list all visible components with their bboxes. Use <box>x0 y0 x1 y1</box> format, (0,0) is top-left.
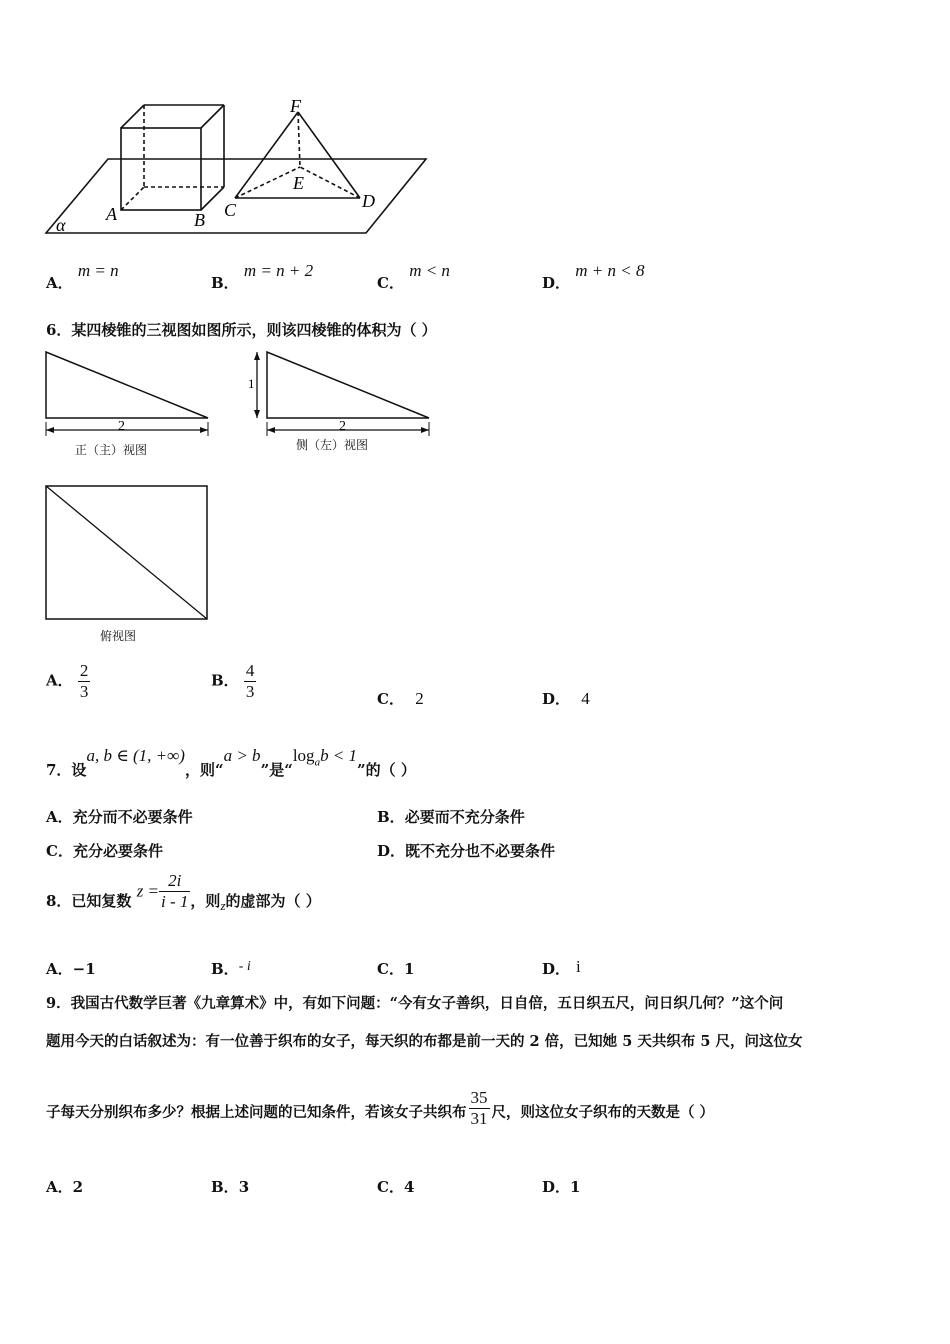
side-view-caption: 侧（左）视图 <box>296 438 369 452</box>
option-expr: m + n < 8 <box>575 261 645 280</box>
option-expr: m < n <box>409 261 450 280</box>
q7-option-d[interactable]: D．既不充分也不必要条件 <box>377 842 556 860</box>
option-letter: B． <box>211 671 239 690</box>
dim-side-height: 1 <box>248 376 255 391</box>
q9-line3: 子每天分别织布多少？根据上述问题的已知条件，若该女子共织布 $\frac{35}{31}$ 尺，则这位女子织布的天数是（ ） <box>46 1088 715 1128</box>
q7-option-c[interactable]: C．充分必要条件 <box>46 842 163 860</box>
q9-line2: 题用今天的白话叙述为：有一位善于织布的女子，每天织的布都是前一天的 2 倍，已知她 5 天共织布 5 尺，问这位女 <box>46 1033 803 1050</box>
option-letter: A． <box>46 671 73 690</box>
fraction-two-thirds: $\frac{2}{3}$ <box>79 661 89 701</box>
q5-option-d[interactable] <box>542 261 645 293</box>
dim-front-width: 2 <box>118 419 125 434</box>
q7-p: a > b <box>223 746 261 765</box>
option-letter: D． <box>542 274 571 292</box>
q8-z: z = <box>136 881 160 901</box>
q6-option-b[interactable] <box>211 661 256 702</box>
q5-option-a[interactable] <box>46 261 119 293</box>
option-letter: C． <box>377 690 404 708</box>
q6-option-d[interactable] <box>542 688 590 709</box>
q5-option-b[interactable] <box>211 261 314 293</box>
q6-option-c[interactable] <box>377 688 424 709</box>
q9-option-c[interactable]: C．4 <box>377 1178 415 1196</box>
option-letter: A． <box>46 274 73 292</box>
cube <box>121 105 224 210</box>
q8-option-b[interactable]: B．- i <box>211 959 251 978</box>
top-view <box>40 480 215 625</box>
label-A: A <box>106 204 117 224</box>
q9-option-b[interactable]: B．3 <box>211 1178 250 1196</box>
side-view <box>243 348 438 438</box>
option-letter: C． <box>377 274 404 292</box>
front-view-caption: 正（主）视图 <box>75 443 148 457</box>
top-view-caption: 俯视图 <box>100 629 137 643</box>
q7-stem: 7．设a, b ∈ (1, +∞)，则“a > b”是“$\log_ab < 1$”的（ ） <box>46 746 416 779</box>
q6-stem: 6．某四棱锥的三视图如图所示，则该四棱锥的体积为（ ） <box>46 321 437 339</box>
q9-option-a[interactable]: A．2 <box>46 1178 84 1196</box>
q8-fraction: $\frac{2i}{i - 1}$ <box>161 871 189 911</box>
label-D: D <box>362 191 375 211</box>
label-F: F <box>290 96 301 116</box>
q8-option-d[interactable]: D． i <box>542 957 581 978</box>
label-B: B <box>194 210 205 230</box>
front-view <box>40 348 220 438</box>
q6-option-a[interactable] <box>46 661 90 702</box>
option-letter: D． <box>542 690 571 708</box>
option-expr: m = n <box>77 261 119 280</box>
fraction-four-thirds: $\frac{4}{3}$ <box>245 661 255 701</box>
label-C: C <box>224 200 237 220</box>
label-E: E <box>293 173 304 193</box>
q7-option-a[interactable]: A．充分而不必要条件 <box>46 808 193 826</box>
q8-option-a[interactable]: A．−1 <box>46 960 96 978</box>
q8-option-c[interactable]: C．1 <box>377 960 415 978</box>
option-value: 2 <box>415 689 424 708</box>
q9-option-d[interactable]: D．1 <box>542 1178 581 1196</box>
option-value: 4 <box>581 689 590 708</box>
q8-stem: 8．已知复数 z = $\frac{2i}{i - 1}$ ，则z的虚部为（ ） <box>46 871 321 913</box>
label-alpha: α <box>56 215 66 235</box>
q5-option-c[interactable] <box>377 261 450 293</box>
option-expr: m = n + 2 <box>243 261 314 280</box>
q7-q: $\log_ab < 1$ <box>292 746 358 769</box>
option-letter: B． <box>211 274 239 292</box>
dim-side-width: 2 <box>339 419 346 434</box>
figure-cube-pyramid-plane <box>40 95 440 245</box>
q7-condition: a, b ∈ (1, +∞) <box>86 746 185 765</box>
q9-line1: 9．我国古代数学巨著《九章算术》中，有如下问题：“今有女子善织，日自倍，五日织五尺，问日织几何？”这个问 <box>46 995 784 1012</box>
q7-option-b[interactable]: B．必要而不充分条件 <box>377 808 525 826</box>
